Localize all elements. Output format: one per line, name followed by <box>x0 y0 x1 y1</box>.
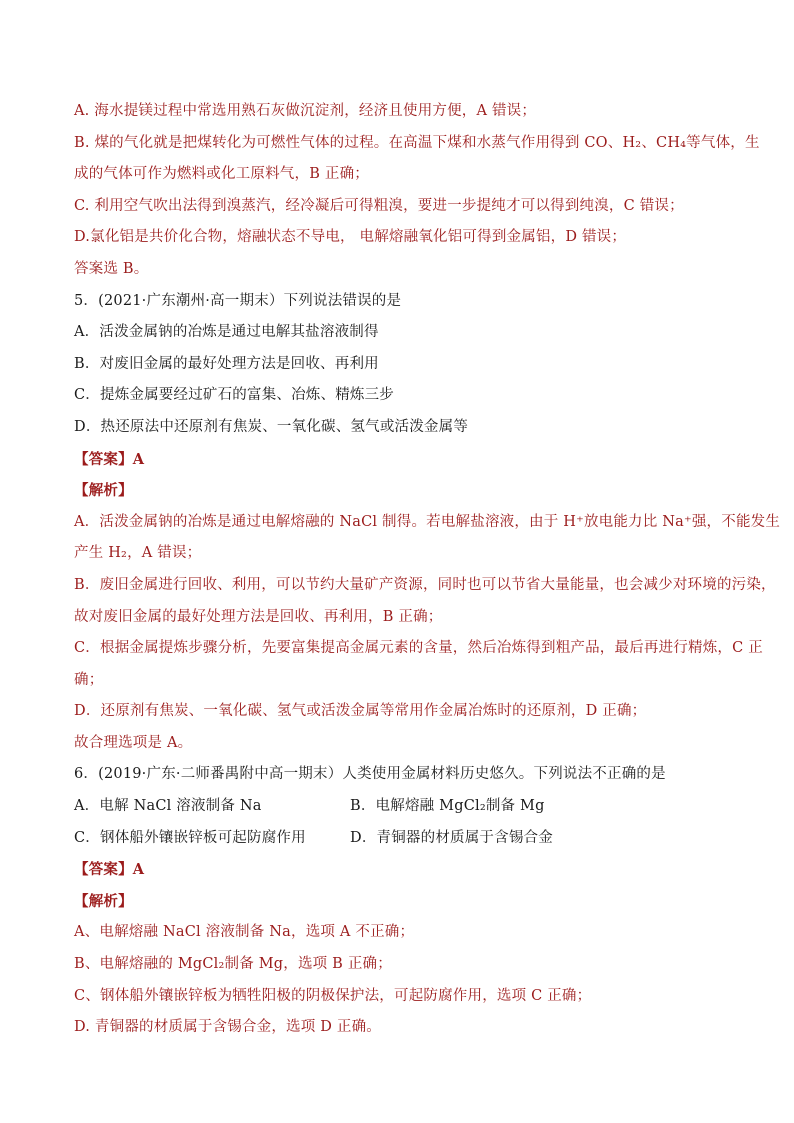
options-row-1 <box>74 791 734 823</box>
option-c: C．提炼金属要经过矿石的富集、冶炼、精炼三步 <box>74 387 394 404</box>
analysis-b-line1: B．废旧金属进行回收、利用，可以节约大量矿产资源，同时也可以节省大量能量，也会减少对环境的污染， <box>74 576 776 593</box>
analysis-c: C、钢体船外镶嵌锌板为牺牲阳极的阴极保护法，可起防腐作用，选项 C 正确； <box>74 987 592 1004</box>
explanation-option-b-line2: 成的气体可作为燃料或化工原料气，B 正确； <box>74 166 369 183</box>
analysis-conclusion: 故合理选项是 A。 <box>74 734 193 751</box>
option-d: D．青铜器的材质属于含锡合金 <box>350 829 553 846</box>
explanation-conclusion: 答案选 B。 <box>74 260 149 277</box>
analysis-c-line1: C．根据金属提炼步骤分析，先要富集提高金属元素的含量，然后冶炼得到粗产品，最后再进行精炼，C 正 <box>74 640 763 657</box>
question-5 <box>74 286 781 760</box>
option-c: C．钢体船外镶嵌锌板可起防腐作用 <box>74 829 306 846</box>
analysis-a: A、电解熔融 NaCl 溶液制备 Na，选项 A 不正确； <box>74 924 415 941</box>
option-a: A．活泼金属钠的冶炼是通过电解其盐溶液制得 <box>74 324 379 341</box>
explanation-option-b-line1: B. 煤的气化就是把煤转化为可燃性气体的过程。在高温下煤和水蒸气作用得到 CO、H₂、CH₄等气体，生 <box>74 134 760 151</box>
answer-label: 【答案】A <box>74 861 145 879</box>
document-page <box>74 96 781 1044</box>
previous-question-explanation <box>74 96 760 286</box>
analysis-d: D．还原剂有焦炭、一氧化碳、氢气或活泼金属等常用作金属冶炼时的还原剂，D 正确； <box>74 703 647 720</box>
explanation-option-d: D.氯化铝是共价化合物，熔融状态不导电， 电解熔融氧化铝可得到金属铝，D 错误； <box>74 229 627 246</box>
explanation-option-a: A. 海水提镁过程中常选用熟石灰做沉淀剂，经济且使用方便，A 错误； <box>74 103 537 119</box>
option-b: B．电解熔融 MgCl₂制备 Mg <box>350 798 545 815</box>
analysis-b-line2: 故对废旧金属的最好处理方法是回收、再利用，B 正确； <box>74 608 443 625</box>
explanation-option-c: C. 利用空气吹出法得到溴蒸汽，经冷凝后可得粗溴，要进一步提纯才可以得到纯溴，C 错误； <box>74 197 684 214</box>
analysis-a-line2: 产生 H₂，A 错误； <box>74 545 202 562</box>
answer-label: 【答案】A <box>74 450 145 468</box>
analysis-b: B、电解熔融的 MgCl₂制备 Mg，选项 B 正确； <box>74 956 392 973</box>
analysis-a-line1: A．活泼金属钠的冶炼是通过电解熔融的 NaCl 制得。若电解盐溶液，由于 H⁺放电能力比 Na⁺强，不能发生 <box>74 513 781 530</box>
question-stem: 6．(2019·广东·二师番禺附中高一期末）人类使用金属材料历史悠久。下列说法不正确的是 <box>74 766 666 783</box>
analysis-label: 【解析】 <box>74 892 133 910</box>
question-stem: 5．(2021·广东潮州·高一期末）下列说法错误的是 <box>74 292 402 309</box>
analysis-c-line2: 确； <box>74 671 104 688</box>
question-6 <box>74 759 734 1043</box>
options-row-2 <box>74 823 734 855</box>
analysis-d: D. 青铜器的材质属于含锡合金，选项 D 正确。 <box>74 1019 381 1036</box>
option-d: D．热还原法中还原剂有焦炭、一氧化碳、氢气或活泼金属等 <box>74 418 469 435</box>
option-a: A．电解 NaCl 溶液制备 Na <box>74 798 262 815</box>
analysis-label: 【解析】 <box>74 482 133 500</box>
option-b: B．对废旧金属的最好处理方法是回收、再利用 <box>74 355 379 372</box>
